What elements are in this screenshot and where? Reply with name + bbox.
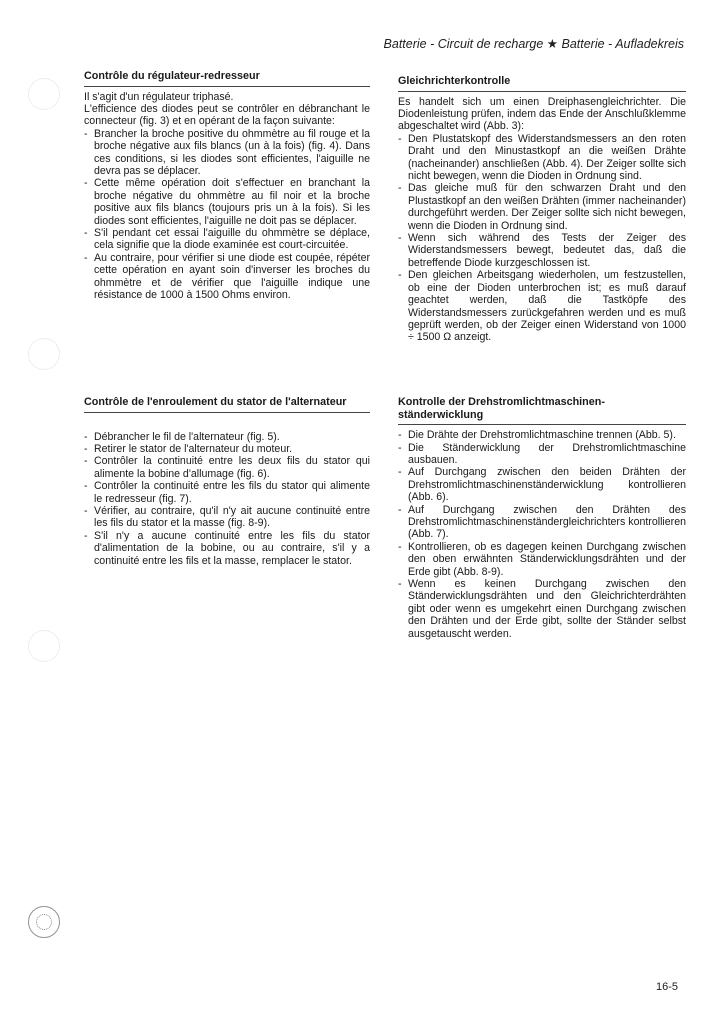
list-item: - S'il pendant cet essai l'aiguille du ohmmètre se déplace, cela signifie que la diode examinée est court-circuitée. [84, 227, 370, 252]
section-regulator-fr [84, 70, 370, 302]
binder-hole-mark [28, 630, 60, 662]
list-item: - S'il n'y a aucune continuité entre les fils du stator d'alimentation de la bobine, ou au contraire, s'il y a continuité entre les fils et la masse, remplacer le stator. [84, 530, 370, 567]
section-title: Contrôle de l'enroulement du stator de l'alternateur [84, 396, 370, 413]
list-item: - Brancher la broche positive du ohmmètre au fil rouge et la broche négative aux fils blancs (un à la fois) (fig. 4). Dans ces conditions, si les diodes sont efficientes, l'aiguille ne devra pas se déplacer. [84, 128, 370, 178]
list-item: - Den Plustatskopf des Widerstandsmessers an den roten Draht und den Minustastkopf an die weißen Drähte (nacheinander) anschließen (Abb. 4). Der Zeiger sollte sich nicht bewegen, wenn die Dioden in Ordnung sind. [398, 133, 686, 183]
list-item: - Wenn es keinen Durchgang zwischen den Ständerwicklungsdrähten und den Gleichrichterdrähten gibt oder wenn es umgekehrt einen Durchgang zwischen den Drähten und der Erde gibt, sollte der Ständer selbst ausgetauscht werden. [398, 578, 686, 640]
list-item: - Auf Durchgang zwischen den Drähten des Drehstromlichtmaschinenständergleichrichters kontrollieren (Abb. 7). [398, 504, 686, 541]
list-item: - Cette même opération doit s'effectuer en branchant la broche négative du ohmmètre au fil noir et la broche positive aux fils blancs (toujours pris un à la fois). Si les diodes sont efficientes, l'aiguille ne doit pas se déplacer. [84, 177, 370, 227]
list-item: - Die Drähte der Drehstromlichtmaschine trennen (Abb. 5). [398, 429, 686, 441]
binder-hole-mark [28, 78, 60, 110]
binder-hole-mark [28, 338, 60, 370]
instruction-list [398, 133, 686, 344]
paragraph: Es handelt sich um einen Dreiphasengleichrichter. Die Diodenleistung prüfen, indem das Ende der Anschlußklemme abgeschaltet wird (Abb. 3): [398, 95, 686, 133]
paragraph: L'efficience des diodes peut se contrôler en débranchant le connecteur (fig. 3) et en opérant de la façon suivante: [84, 103, 370, 128]
section-title: Gleichrichterkontrolle [398, 75, 686, 92]
list-item: - Auf Durchgang zwischen den beiden Drähten der Drehstromlichtmaschinenständerwicklung kontrollieren (Abb. 6). [398, 466, 686, 503]
list-item: - Wenn sich während des Tests der Zeiger des Widerstandsmessers bewegt, bedeutet das, daß die betreffende Diode kurzgeschlossen ist. [398, 232, 686, 269]
instruction-list [398, 429, 686, 640]
list-item: - Débrancher le fil de l'alternateur (fig. 5). [84, 431, 370, 443]
instruction-list [84, 128, 370, 302]
running-header: Batterie - Circuit de recharge ★ Batterie - Aufladekreis [383, 37, 684, 51]
list-item: - Kontrollieren, ob es dagegen keinen Durchgang zwischen den oben erwähnten Ständerwicklungsdrähten und der Erde gibt (Abb. 8-9). [398, 541, 686, 578]
section-title: Kontrolle der Drehstromlichtmaschinen-ständerwicklung [398, 396, 686, 425]
list-item: - Die Ständerwicklung der Drehstromlichtmaschine ausbauen. [398, 442, 686, 467]
list-item: - Retirer le stator de l'alternateur du moteur. [84, 443, 370, 455]
section-rectifier-de [398, 75, 686, 344]
list-item: - Vérifier, au contraire, qu'il n'y ait aucune continuité entre les fils du stator et la masse (fig. 8-9). [84, 505, 370, 530]
list-item: - Au contraire, pour vérifier si une diode est coupée, répéter cette opération en ayant soin d'inverser les broches du ohmmètre et de vérifier que l'aiguille indique une résistance de 1000 à 1500 Ohms environ. [84, 252, 370, 302]
section-title: Contrôle du régulateur-redresseur [84, 70, 370, 87]
list-item: - Contrôler la continuité entre les fils du stator qui alimente le redresseur (fig. 7). [84, 480, 370, 505]
section-stator-de [398, 396, 686, 640]
section-stator-fr [84, 396, 370, 567]
list-item: - Contrôler la continuité entre les deux fils du stator qui alimente la bobine d'allumage (fig. 6). [84, 455, 370, 480]
instruction-list [84, 431, 370, 567]
page-number: 16-5 [655, 981, 678, 993]
list-item: - Den gleichen Arbeitsgang wiederholen, um festzustellen, ob eine der Dioden unterbrochen ist; es muß darauf geachtet werden, daß die Tastköpfe des Widerstandsmessers zurückgefahren werden und es muß geprüft werden, ob der Zeiger einen Widerstand von 1000 ÷ 1500 Ω anzeigt. [398, 269, 686, 343]
paragraph: Il s'agit d'un régulateur triphasé. [84, 90, 234, 103]
list-item: - Das gleiche muß für den schwarzen Draht und den Plustastkopf an den weißen Drähten (immer nacheinander) durchgeführt werden. Der Zeiger sollte sich nicht bewegen, wenn die Dioden in Ordnung sind. [398, 182, 686, 232]
binder-hole-mark [28, 906, 60, 938]
